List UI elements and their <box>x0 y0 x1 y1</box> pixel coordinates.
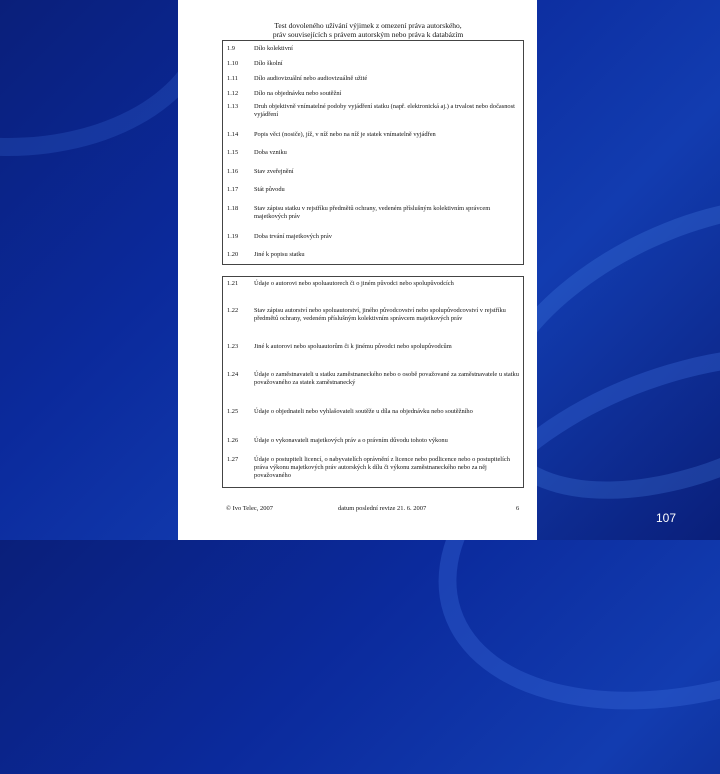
document-page <box>178 0 537 540</box>
row-number: 1.15 <box>227 149 239 156</box>
row-text: Doba trvání majetkových práv <box>254 233 332 240</box>
row-text: Stav zápisu autorství nebo spoluautorství, jiného původcovství nebo spolupůvodcovství v rejstříku předmětů ochrany, vedeném příslušným kolektivním správcem majetkových práv <box>254 307 506 322</box>
row-number: 1.11 <box>227 75 238 82</box>
document-title <box>218 21 518 39</box>
row-text: Dílo na objednávku nebo soutěžní <box>254 90 342 97</box>
row-text: Druh objektivně vnímatelné podoby vyjádření statku (např. elektronická aj.) a trvalost nebo dočasnost vyjádření <box>254 103 515 118</box>
row-number: 1.25 <box>227 408 239 415</box>
row-text: Údaje o zaměstnavateli u statku zaměstnaneckého nebo o osobě považované za zaměstnavatele u statku považovaného za statek zaměstnanecký <box>254 371 519 386</box>
row-number: 1.14 <box>227 131 239 138</box>
row-text: Dílo školní <box>254 60 283 67</box>
table-section-2 <box>222 276 524 488</box>
footer-page-number: 6 <box>516 505 520 512</box>
row-text: Jiné k popisu statku <box>254 251 305 258</box>
row-text: Dílo kolektivní <box>254 45 293 52</box>
row-number: 1.22 <box>227 307 239 314</box>
row-text: Stav zveřejnění <box>254 168 294 175</box>
row-number: 1.24 <box>227 371 239 378</box>
title-line: práv souvisejících s právem autorským nebo práva k databázím <box>272 30 464 39</box>
row-text: Doba vzniku <box>254 149 287 156</box>
row-number: 1.9 <box>227 45 235 52</box>
row-text: Údaje o objednateli nebo vyhlašovateli soutěže u díla na objednávku nebo soutěžního <box>254 408 473 415</box>
row-number: 1.18 <box>227 205 239 212</box>
row-number: 1.10 <box>227 60 239 67</box>
footer-revision-date: datum poslední revize 21. 6. 2007 <box>338 505 427 512</box>
row-text: Dílo audiovizuální nebo audiovizuálně užité <box>254 75 368 82</box>
row-text: Popis věci (nosiče), jíž, v níž nebo na níž je statek vnímatelně vyjádřen <box>254 131 436 138</box>
footer-copyright: © Ivo Telec, 2007 <box>226 505 273 512</box>
row-number: 1.21 <box>227 280 239 287</box>
row-number: 1.27 <box>227 456 239 463</box>
row-text: Stát původu <box>254 186 285 193</box>
row-number: 1.20 <box>227 251 239 258</box>
row-number: 1.17 <box>227 186 239 193</box>
row-text: Údaje o postupiteli licencí, o nabyvatelích oprávnění z licence nebo podlicence nebo o postupitelích práva výkonu majetkových práv autorských k dílu či výkonu zaměstnaneckého nebo za něj považovaného <box>254 456 510 479</box>
row-number: 1.23 <box>227 343 239 350</box>
row-number: 1.12 <box>227 90 239 97</box>
row-number: 1.16 <box>227 168 239 175</box>
row-text: Údaje o autorovi nebo spoluautorech či o jiném původci nebo spolupůvodcích <box>254 280 454 287</box>
row-text: Jiné k autorovi nebo spoluautorům či k jinému původci nebo spolupůvodcům <box>254 343 452 350</box>
row-text: Stav zápisu statku v rejstříku předmětů ochrany, vedeném příslušným kolektivním správcem majetkových práv <box>254 205 491 220</box>
row-number: 1.13 <box>227 103 239 110</box>
slide-number: 107 <box>655 511 676 525</box>
table-section-1 <box>222 40 524 265</box>
title-line: Test dovoleného užívání výjimek z omezení práva autorského, <box>274 21 462 30</box>
row-number: 1.19 <box>227 233 239 240</box>
row-number: 1.26 <box>227 437 239 444</box>
row-text: Údaje o vykonavateli majetkových práv a o právním důvodu tohoto výkonu <box>254 437 448 444</box>
